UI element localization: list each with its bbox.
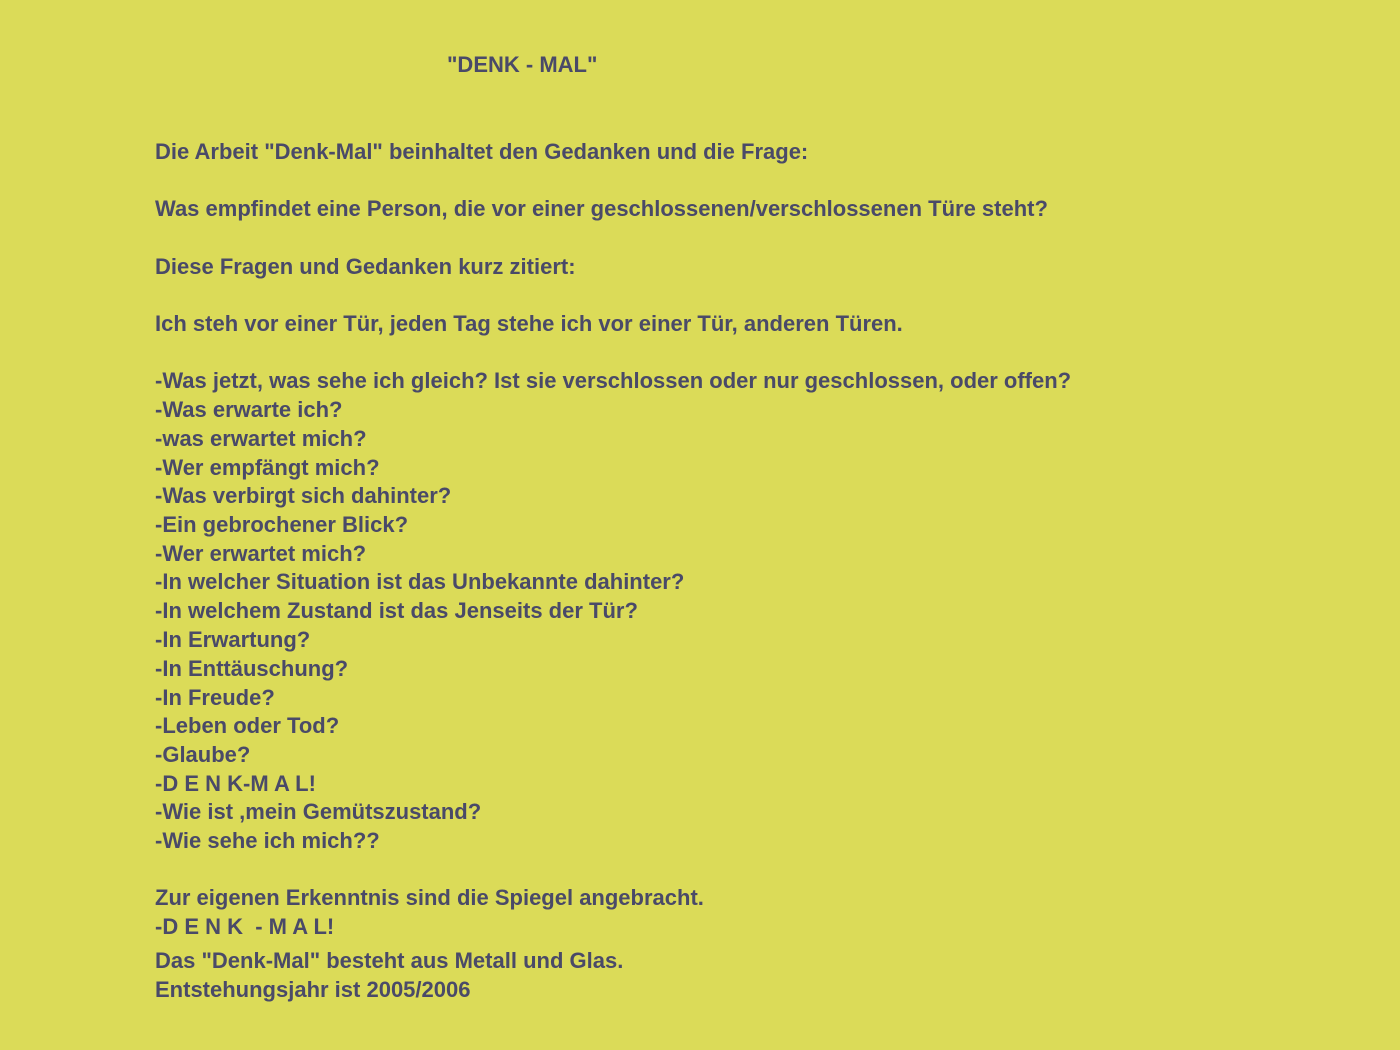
intro-paragraph-3: Diese Fragen und Gedanken kurz zitiert: <box>155 254 576 279</box>
closing-line: Das "Denk-Mal" besteht aus Metall und Glas. <box>155 948 624 973</box>
closing-line: -D E N K - M A L! <box>155 914 335 939</box>
question-line: -Was jetzt, was sehe ich gleich? Ist sie verschlossen oder nur geschlossen, oder offen? <box>155 368 1072 393</box>
question-line: -In welchem Zustand ist das Jenseits der Tür? <box>155 598 638 623</box>
intro-paragraph-1: Die Arbeit "Denk-Mal" beinhaltet den Gedanken und die Frage: <box>155 139 809 164</box>
closing-line: Zur eigenen Erkenntnis sind die Spiegel angebracht. <box>155 885 704 910</box>
question-line: -was erwartet mich? <box>155 426 367 451</box>
closing-line: Entstehungsjahr ist 2005/2006 <box>155 977 471 1002</box>
document-title: "DENK - MAL" <box>447 52 598 77</box>
question-line: -Wer erwartet mich? <box>155 541 367 566</box>
question-line: -Was verbirgt sich dahinter? <box>155 483 452 508</box>
question-line: -In Freude? <box>155 685 275 710</box>
question-line: -In Enttäuschung? <box>155 656 349 681</box>
question-line: -Wer empfängt mich? <box>155 455 380 480</box>
question-line: -Ein gebrochener Blick? <box>155 512 409 537</box>
intro-paragraph-4: Ich steh vor einer Tür, jeden Tag stehe ich vor einer Tür, anderen Türen. <box>155 311 903 336</box>
question-line: -Wie sehe ich mich?? <box>155 828 380 853</box>
question-line: -Wie ist ,mein Gemütszustand? <box>155 799 482 824</box>
question-line: -In welcher Situation ist das Unbekannte dahinter? <box>155 569 685 594</box>
question-line: -In Erwartung? <box>155 627 311 652</box>
question-line: -D E N K-M A L! <box>155 771 316 796</box>
intro-paragraph-2: Was empfindet eine Person, die vor einer geschlossenen/verschlossenen Türe steht? <box>155 196 1048 221</box>
question-line: -Leben oder Tod? <box>155 713 340 738</box>
question-line: -Was erwarte ich? <box>155 397 343 422</box>
question-line: -Glaube? <box>155 742 251 767</box>
